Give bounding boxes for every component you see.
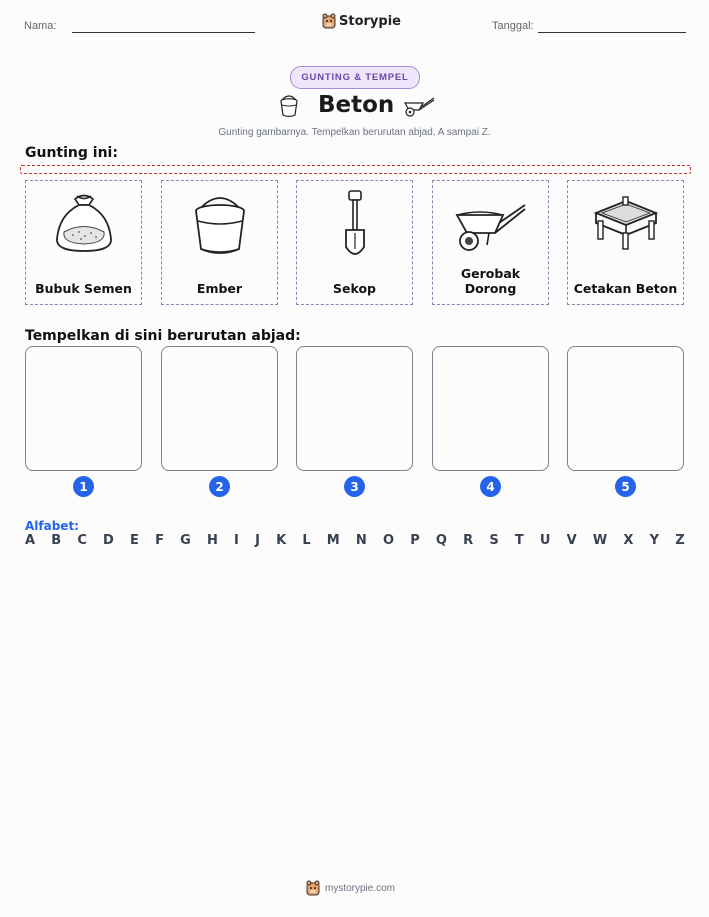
storypie-mascot-icon bbox=[306, 880, 320, 896]
cut-guide-line bbox=[20, 165, 691, 174]
alphabet-letter: W bbox=[592, 533, 608, 548]
alphabet-letter: T bbox=[514, 533, 524, 548]
card-label: Cetakan Beton bbox=[573, 281, 678, 296]
cut-card[interactable] bbox=[296, 180, 413, 305]
paste-box[interactable] bbox=[296, 346, 413, 471]
cut-heading: Gunting ini: bbox=[25, 145, 118, 161]
card-label: Sekop bbox=[333, 281, 376, 296]
alphabet-letter: R bbox=[463, 533, 474, 548]
activity-badge: GUNTING & TEMPEL bbox=[290, 66, 420, 89]
cut-card[interactable] bbox=[432, 180, 549, 305]
card-label: Bubuk Semen bbox=[35, 281, 132, 296]
brand-name: Storypie bbox=[339, 13, 401, 29]
paste-box[interactable] bbox=[567, 346, 684, 471]
alphabet-letter: P bbox=[410, 533, 420, 548]
order-number: 2 bbox=[209, 476, 230, 497]
name-line[interactable] bbox=[72, 32, 255, 33]
cement-bag-icon bbox=[51, 189, 117, 257]
alphabet-letter: M bbox=[326, 533, 340, 548]
alphabet-letter: B bbox=[51, 533, 62, 548]
cut-card[interactable] bbox=[161, 180, 278, 305]
alphabet-letter: J bbox=[255, 533, 260, 548]
footer-url[interactable]: mystorypie.com bbox=[325, 882, 396, 894]
alphabet-label: Alfabet: bbox=[25, 519, 79, 533]
bucket-icon bbox=[278, 94, 300, 118]
alphabet-letter: Y bbox=[649, 533, 660, 548]
card-label: Gerobak Dorong bbox=[460, 266, 521, 296]
alphabet-letter: L bbox=[302, 533, 311, 548]
alphabet-letter: D bbox=[103, 533, 114, 548]
cut-card[interactable] bbox=[25, 180, 142, 305]
cut-card[interactable] bbox=[567, 180, 684, 305]
alphabet-letter: N bbox=[355, 533, 367, 548]
alphabet-letter: V bbox=[566, 533, 577, 548]
alphabet-letter: O bbox=[382, 533, 395, 548]
paste-box[interactable] bbox=[161, 346, 278, 471]
order-number: 4 bbox=[480, 476, 501, 497]
storypie-logo bbox=[322, 13, 401, 29]
name-label: Nama: bbox=[24, 20, 57, 32]
date-line[interactable] bbox=[538, 32, 686, 33]
concrete-form-icon bbox=[590, 189, 662, 255]
alphabet-letter: I bbox=[234, 533, 239, 548]
alphabet-letter: U bbox=[539, 533, 551, 548]
bucket-icon bbox=[187, 189, 253, 257]
wheelbarrow-icon bbox=[453, 189, 529, 255]
alphabet-letter: X bbox=[623, 533, 634, 548]
order-number: 3 bbox=[344, 476, 365, 497]
alphabet-letter: K bbox=[276, 533, 287, 548]
alphabet-letter: E bbox=[130, 533, 139, 548]
shovel-icon bbox=[322, 189, 388, 261]
alphabet-letter: Q bbox=[435, 533, 447, 548]
page-title: Beton bbox=[318, 92, 395, 118]
paste-box[interactable] bbox=[25, 346, 142, 471]
footer bbox=[306, 880, 395, 896]
alphabet-letter: G bbox=[180, 533, 191, 548]
storypie-mascot-icon bbox=[322, 13, 336, 29]
card-label: Ember bbox=[196, 281, 243, 296]
alphabet-letter: S bbox=[489, 533, 499, 548]
alphabet-letter: F bbox=[155, 533, 164, 548]
order-number: 5 bbox=[615, 476, 636, 497]
paste-box[interactable] bbox=[432, 346, 549, 471]
order-number: 1 bbox=[73, 476, 94, 497]
alphabet-letter: H bbox=[206, 533, 218, 548]
instructions: Gunting gambarnya. Tempelkan berurutan abjad, A sampai Z. bbox=[218, 127, 491, 138]
alphabet-letter: A bbox=[25, 533, 36, 548]
alphabet-letter: Z bbox=[675, 533, 685, 548]
paste-heading: Tempelkan di sini berurutan abjad: bbox=[25, 328, 301, 344]
date-label: Tanggal: bbox=[492, 20, 534, 32]
alphabet-letter: C bbox=[77, 533, 87, 548]
alphabet-row bbox=[25, 533, 685, 548]
wheelbarrow-icon bbox=[403, 95, 437, 117]
